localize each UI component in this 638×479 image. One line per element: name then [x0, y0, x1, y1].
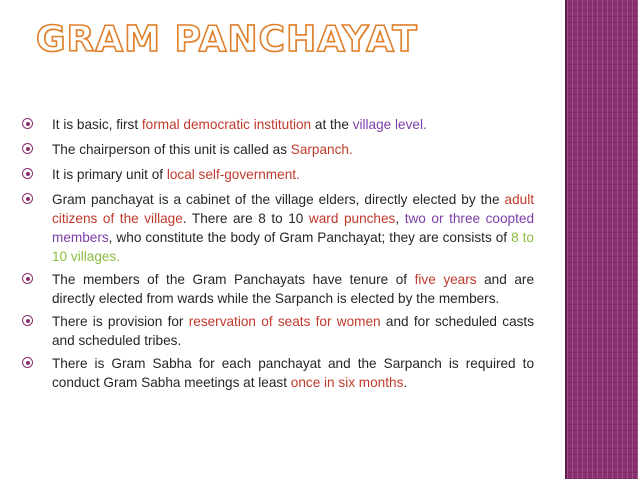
bullet-text: Gram panchayat is a cabinet of the village elders, directly elected by the: [52, 192, 505, 207]
highlight-text: once in six months: [290, 375, 404, 390]
highlight-text: local self-government.: [166, 167, 300, 182]
target-bullet-icon: [22, 168, 33, 179]
bullet-text: at the: [311, 117, 353, 132]
bullet-text: There is Gram Sabha for each panchayat and the Sarpanch is required to conduct Gram Sabha meetings at least: [52, 356, 534, 390]
bullet-item: [22, 190, 534, 266]
bullet-item: [22, 270, 534, 308]
bullet-text: The members of the Gram Panchayats have tenure of: [52, 272, 415, 287]
bullet-text: It is primary unit of: [52, 167, 167, 182]
target-bullet-icon: [22, 315, 33, 326]
highlight-text: five years: [414, 272, 477, 287]
bullet-item: [22, 165, 534, 184]
bullet-text: It is basic, first: [52, 117, 142, 132]
bullet-text: ,: [395, 211, 405, 226]
highlight-text: formal democratic institution: [141, 117, 312, 132]
bullet-item: [22, 115, 534, 134]
bullet-text: .: [403, 375, 408, 390]
highlight-text: Sarpanch.: [290, 142, 353, 157]
slide-title: GRAM PANCHAYAT: [36, 19, 418, 60]
highlight-text: two or three coopted members: [52, 211, 535, 245]
highlight-text: village level.: [352, 117, 427, 132]
target-bullet-icon: [22, 273, 33, 284]
bullet-item: [22, 312, 534, 350]
target-bullet-icon: [22, 193, 33, 204]
bullet-text: , who constitute the body of Gram Panchayat; they are consists of: [108, 230, 512, 245]
bullet-text: There is provision for: [52, 314, 189, 329]
bullet-text: and are directly elected from wards while the Sarpanch is elected by the members.: [52, 272, 535, 306]
target-bullet-icon: [22, 118, 33, 129]
highlight-text: reservation of seats for women: [188, 314, 381, 329]
bullet-text: and for scheduled casts and scheduled tribes.: [52, 314, 534, 348]
bullet-text: . There are 8 to 10: [182, 211, 309, 226]
highlight-text: 8 to 10 villages.: [52, 230, 534, 264]
highlight-text: adult citizens of the village: [52, 192, 534, 226]
bullet-list: [22, 115, 534, 392]
highlight-text: ward punches: [308, 211, 396, 226]
decorative-side-strip: [567, 0, 638, 479]
bullet-item: [22, 354, 534, 392]
bullet-item: [22, 140, 534, 159]
bullet-text: The chairperson of this unit is called as: [52, 142, 291, 157]
target-bullet-icon: [22, 143, 33, 154]
target-bullet-icon: [22, 357, 33, 368]
